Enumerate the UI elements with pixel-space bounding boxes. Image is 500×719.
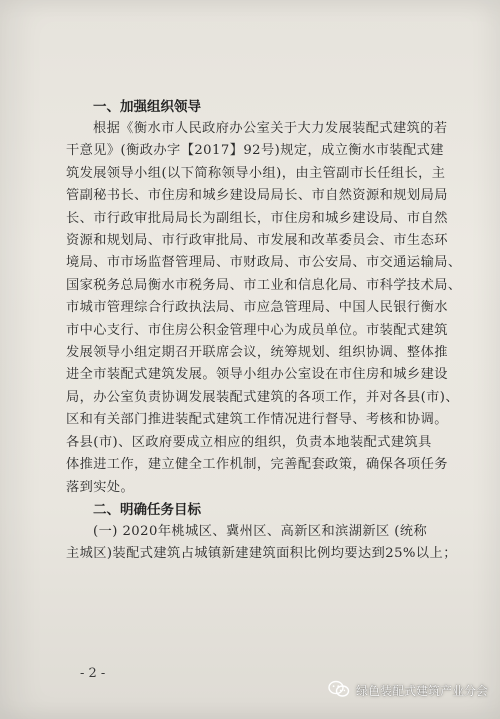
paragraph-line: 各县(市)、区政府要成立相应的组织，负责本地装配式建筑具 — [66, 434, 432, 450]
watermark-text: 绿色装配式建筑产业分会 — [355, 684, 488, 698]
paragraph-line: 发展领导小组定期召开联席会议，统筹规划、组织协调、整体推 — [66, 345, 448, 361]
paragraph-line: 主城区)装配式建筑占城镇新建建筑面积比例均要达到25%以上； — [66, 546, 457, 562]
paragraph-line: 市城市管理综合行政执法局、市应急管理局、中国人民银行衡水 — [66, 300, 448, 316]
paragraph-line: 管副秘书长、市住房和城乡建设局局长、市自然资源和规划局局 — [66, 188, 448, 204]
paragraph-line: (一) 2020年桃城区、冀州区、高新区和滨湖新区 (统称 — [93, 523, 428, 539]
paragraph-line: 境局、市市场监督管理局、市财政局、市公安局、市交通运输局、 — [66, 255, 462, 271]
paragraph-line: 落到实处。 — [66, 479, 135, 495]
paragraph-line: 长、市行政审批局局长为副组长，市住房和城乡建设局、市自然 — [66, 210, 448, 226]
paragraph-line: 进全市装配式建筑发展。领导小组办公室设在市住房和城乡建设 — [66, 367, 448, 383]
section-2-heading: 二、明确任务目标 — [93, 501, 201, 518]
wechat-icon — [328, 680, 350, 701]
section-2-paragraph — [66, 521, 458, 566]
paragraph-line: 区和有关部门推进装配式建筑工作情况进行督导、考核和协调。 — [66, 412, 448, 428]
section-1-heading: 一、加强组织领导 — [93, 99, 201, 115]
paragraph-line: 资源和规划局、市行政审批局、市发展和改革委员会、市生态环 — [66, 233, 448, 249]
paragraph-line: 根据《衡水市人民政府办公室关于大力发展装配式建筑的若 — [93, 121, 448, 136]
paragraph-line: 体推进工作，建立健全工作机制，完善配套政策，确保各项任务 — [66, 457, 448, 473]
paragraph-line: 局，办公室负责协调发展装配式建筑的各项工作，并对各县(市)、 — [66, 389, 460, 405]
paragraph-line: 市中心支行、市住房公积金管理中心为成员单位。市装配式建筑 — [66, 322, 448, 338]
section-1-paragraph — [66, 118, 462, 499]
document-body — [66, 96, 462, 566]
paragraph-line: 干意见》(衡政办字【2017】92号)规定，成立衡水市装配式建 — [66, 143, 444, 159]
page-number: - 2 - — [80, 666, 106, 681]
paragraph-line: 筑发展领导小组(以下简称领导小组)，由主管副市长任组长，主 — [66, 165, 446, 181]
paragraph-line: 国家税务总局衡水市税务局、市工业和信息化局、市科学技术局、 — [66, 277, 462, 293]
account-watermark — [328, 680, 488, 701]
